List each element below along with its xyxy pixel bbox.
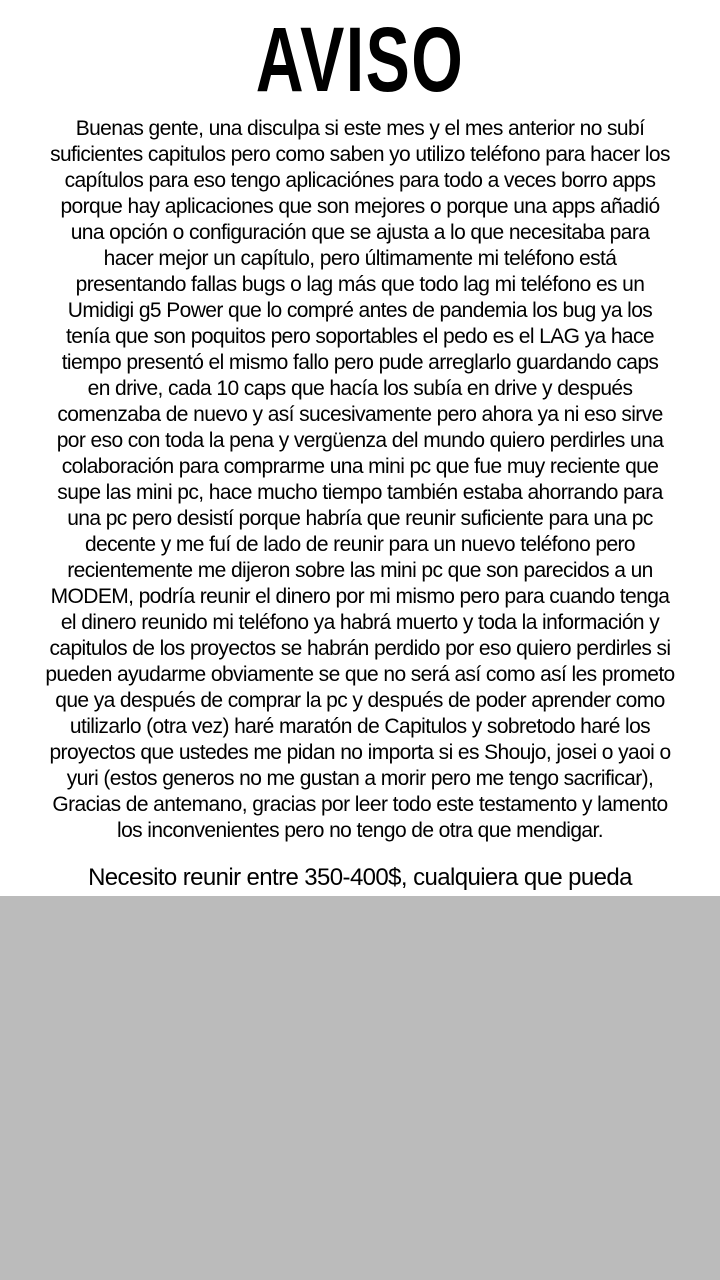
body-line: capitulos de los proyectos se habrán perdido por eso quiero perdirles si xyxy=(49,637,671,660)
body-line: que ya después de comprar la pc y después de poder aprender como xyxy=(55,689,665,712)
body-line: suficientes capitulos pero como saben yo utilizo teléfono para hacer los xyxy=(50,143,670,166)
body-line: Gracias de antemano, gracias por leer todo este testamento y lamento xyxy=(52,793,668,816)
body-line: MODEM, podría reunir el dinero por mi mismo pero para cuando tenga xyxy=(50,585,670,608)
body-line: tenía que son poquitos pero soportables el pedo es el LAG ya hace xyxy=(66,325,654,348)
notice-title: AVISO xyxy=(255,9,465,111)
body-line: Buenas gente, una disculpa si este mes y el mes anterior no subí xyxy=(75,117,645,140)
body-line: los inconvenientes pero no tengo de otra que mendigar. xyxy=(117,819,603,842)
body-line: proyectos que ustedes me pidan no importa si es Shoujo, josei o yaoi o xyxy=(49,741,671,764)
body-line: utilizarlo (otra vez) haré maratón de Capitulos y sobretodo haré los xyxy=(69,715,651,738)
body-line: por eso con toda la pena y vergüenza del mundo quiero perdirles una xyxy=(56,429,664,452)
body-line: Umidigi g5 Power que lo compré antes de pandemia los bug ya los xyxy=(67,299,653,322)
body-line: supe las mini pc, hace mucho tiempo también estaba ahorrando para xyxy=(57,481,663,504)
notice-body xyxy=(40,116,680,844)
body-line: el dinero reunido mi teléfono ya habrá muerto y toda la información y xyxy=(60,611,660,634)
body-line: comenzaba de nuevo y así sucesivamente pero ahora ya ni eso sirve xyxy=(57,403,663,426)
body-line: hacer mejor un capítulo, pero últimamente mi teléfono está xyxy=(103,247,617,270)
body-line: capítulos para eso tengo aplicaciónes para todo a veces borro apps xyxy=(64,169,656,192)
body-line: recientemente me dijeron sobre las mini pc que son parecidos a un xyxy=(67,559,653,582)
body-line: tiempo presentó el mismo fallo pero pude arreglarlo guardando caps xyxy=(61,351,659,374)
body-line: presentando fallas bugs o lag más que todo lag mi teléfono es un xyxy=(75,273,645,296)
body-line: en drive, cada 10 caps que hacía los subía en drive y después xyxy=(87,377,633,400)
body-line: una pc pero desistí porque habría que reunir suficiente para una pc xyxy=(67,507,653,530)
donation-goal-text xyxy=(20,864,700,892)
body-line: pueden ayudarme obviamente se que no será así como así les prometo xyxy=(45,663,675,686)
body-line: porque hay aplicaciones que son mejores o porque una apps añadió xyxy=(60,195,660,218)
gray-overlay-panel xyxy=(0,896,720,1280)
body-line: decente y me fuí de lado de reunir para un nuevo teléfono pero xyxy=(84,533,636,556)
body-line: colaboración para comprarme una mini pc que fue muy reciente que xyxy=(61,455,659,478)
body-line: una opción o configuración que se ajusta a lo que necesitaba para xyxy=(70,221,650,244)
body-line: yuri (estos generos no me gustan a morir pero me tengo sacrificar), xyxy=(66,767,654,790)
goal-line: Necesito reunir entre 350-400$, cualquiera que pueda xyxy=(88,864,632,891)
